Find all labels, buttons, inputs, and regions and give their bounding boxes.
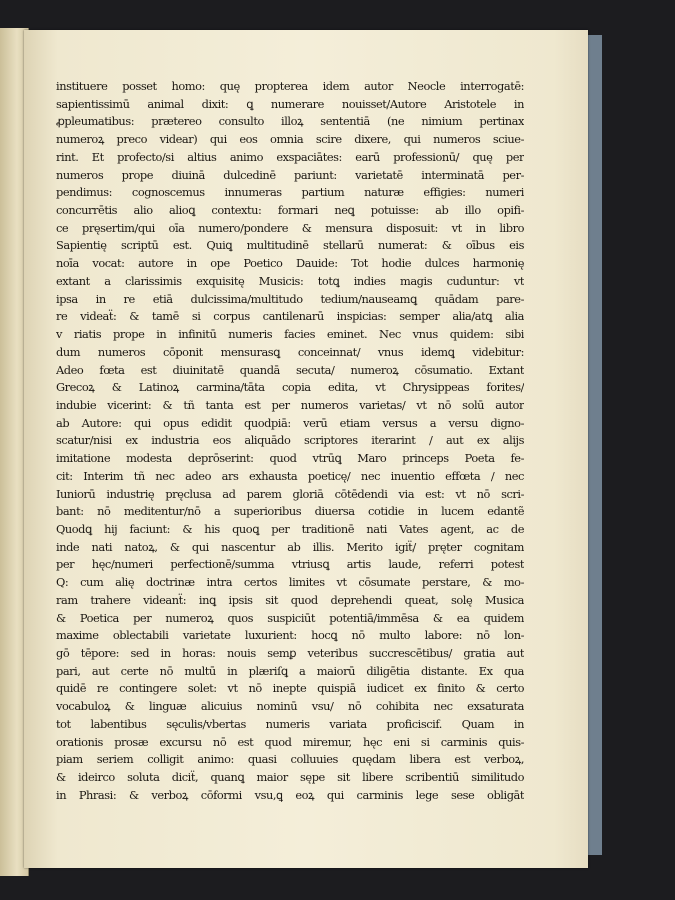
text-line: Iuniorū industrię pręclusa ad parem gloriā cōtēdendi via est: vt nō scri- (56, 486, 524, 501)
text-line: rint. Et profecto/si altius animo exspaciātes: earū professionū/ quę per (56, 149, 524, 164)
text-line: Grecoꝝ & Latinoꝝ carmina/tāta copia edita, vt Chrysippeas forites/ (56, 380, 524, 395)
text-line: instituere posset homo: quę propterea idem autor Neocle interrogatē: (56, 79, 524, 93)
text-line: Sapientię scriptū est. Quiꝗ multitudinē stellarū numerat: & oībus eis (56, 238, 524, 253)
text-line: numeroꝝ preco videar) qui eos omnia scire dixere, qui numeros sciue- (56, 132, 524, 147)
text-line: per hęc/numeri perfectionē/summa vtriusꝗ artis laude, referri potest (56, 557, 524, 572)
text-line: scatur/nisi ex industria eos aliquādo scriptores iterarint / aut ex alijs (56, 433, 524, 448)
text-line: Quodꝗ hij faciunt: & his quoꝗ per traditionē nati Vates agent, ac de (56, 521, 524, 536)
text-line: quidē re contingere solet: vt nō inepte quispiā iudicet ex finito & certo (56, 681, 524, 696)
text-line: extant a clarissimis exquisitę Musicis: totꝗ indies magis cuduntur: vt (56, 273, 524, 288)
text-line: ce pręsertim/qui oīa numero/pondere & mensura disposuit: vt in libro (56, 220, 524, 235)
page-text-block (56, 78, 524, 804)
text-line: cit: Interim tñ nec adeo ars exhausta poeticę/ nec inuentio effœta / nec (56, 468, 524, 483)
text-line: pari, aut certe nō multū in plæriſꝗ a maiorū diligētia distante. Ex qua (56, 663, 524, 678)
book-page (24, 30, 588, 868)
text-line: imitatione modesta deprōserint: quod vtrūꝗ Maro princeps Poeta fe- (56, 451, 524, 466)
text-line: in Phrasi: & verboꝝ cōformi vsu,ꝗ eoꝝ qui carminis lege sese obligāt (56, 787, 524, 802)
text-line: pendimus: cognoscemus innumeras partium naturæ effigies: numeri (56, 185, 524, 200)
text-line: v riatis prope in infinitū numeris facies eminet. Nec vnus quidem: sibi (56, 327, 524, 342)
text-line: gō tēpore: sed in horas: nouis semꝑ veteribus succrescētibus/ gratia aut (56, 646, 524, 660)
text-line: piam seriem colligit animo: quasi colluuies quędam libera est verboꝝ, (56, 752, 524, 767)
text-line: noīa vocat: autore in ope Poetico Dauide: Tot hodie dulces harmonię (56, 256, 524, 271)
text-line: Adeo fœta est diuinitatē quandā secuta/ numeroꝝ cōsumatio. Extant (56, 362, 524, 377)
text-line: numeros prope diuinā dulcedinē pariunt: varietatē interminatā per- (56, 167, 524, 182)
book-edge-shadow (588, 35, 602, 855)
text-line: orationis prosæ excursu nō est quod miremur, hęc eni si carminis quis- (56, 734, 524, 749)
text-line: sapientissimū animal dixit: ꝗ numerare nouisset/Autore Aristotele in (56, 96, 524, 111)
text-line: maxime oblectabili varietate luxurient: hocꝗ nō multo labore: nō lon- (56, 628, 524, 643)
text-line: ram trahere videanẗ: inꝗ ipsis sit quod deprehendi queat, solę Musica (56, 592, 524, 607)
text-line: concurrētis alio alioꝗ contextu: formari neꝗ potuisse: ab illo opifi- (56, 203, 524, 218)
text-line: re videaẗ: & tamē si corpus cantilenarū inspicias: semper alia/atꝗ alia (56, 309, 524, 324)
text-line: & Poetica per numeroꝝ quos suspiciūt potentiā/immēsa & ea quidem (56, 610, 524, 625)
text-line: ipsa in re etiā dulcissima/multitudo tedium/nauseamꝗ quādam pare- (56, 291, 524, 306)
text-line: dum numeros cōponit mensurasꝗ conceinnat/ vnus idemꝗ videbitur: (56, 344, 524, 359)
text-line: & ideirco soluta diciẗ, quanꝗ maior sępe sit libere scribentiū similitudo (56, 770, 524, 785)
text-line: inde nati natoꝝ, & qui nascentur ab illis. Merito igiẗ/ pręter cognitam (56, 539, 524, 554)
text-line: indubie vicerint: & tñ tanta est per numeros varietas/ vt nō solū autor (56, 397, 524, 412)
text-line: bant: nō meditentur/nō a superioribus diuersa cotidie in lucem edantẽ (56, 504, 524, 519)
text-line: ꝓpleumatibus: prætereo consulto illoꝝ sententiā (ne nimium pertinax (56, 114, 524, 129)
text-line: tot labentibus sęculis/vbertas numeris variata proficiscif. Quam in (56, 716, 524, 731)
text-line: ab Autore: qui opus edidit quodpiā: verū etiam versus a versu digno- (56, 415, 524, 430)
text-line: Q: cum alię doctrinæ intra certos limites vt cōsumate perstare, & mo- (56, 575, 524, 590)
text-line: vocabuloꝝ & linguæ alicuius nominū vsu/ nō cohibita nec exsaturata (56, 699, 524, 714)
